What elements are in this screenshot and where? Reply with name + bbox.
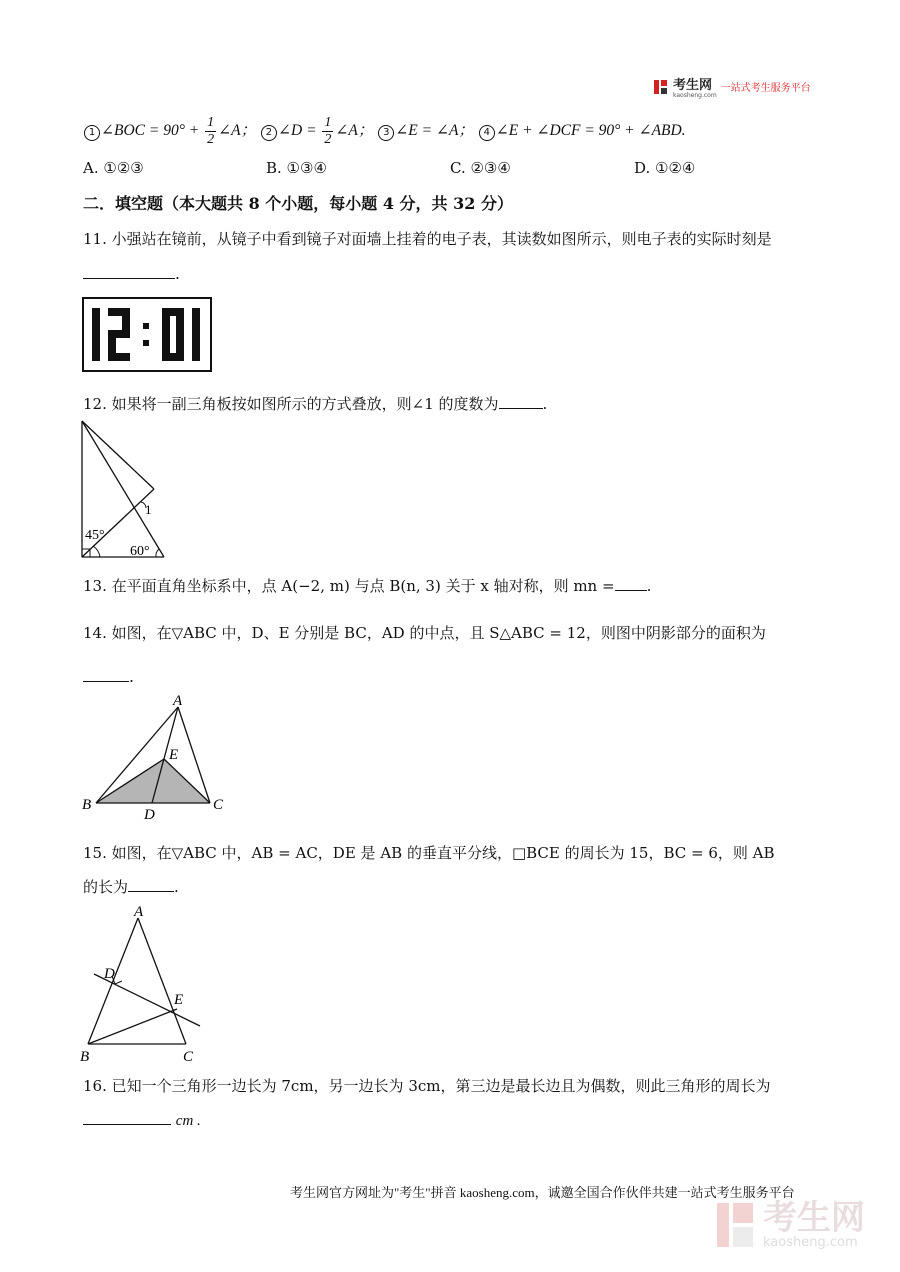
watermark — [715, 1200, 865, 1250]
watermark-logo-icon — [715, 1201, 757, 1249]
q14-text: 14. 如图，在▽ABC 中，D、E 分别是 BC，AD 的中点，且 S△ABC = 12，则图中阴影部分的面积为 — [83, 624, 766, 642]
q10-option-d: D. ①②④ — [634, 159, 696, 177]
q14-label-e: E — [169, 747, 179, 763]
q10-option-c: C. ②③④ — [450, 159, 511, 177]
q10-statements: 1 ∠BOC = 90° + $\frac{1}{2}$ ∠A； 2 ∠D = $\frac{1}{2}$ ∠A； 3 ∠E = ∠A； 4 ∠E + ∠DCF = 90° + ∠ABD. — [83, 115, 686, 148]
q12-answer-blank[interactable] — [499, 394, 543, 409]
q14-label-c: C — [213, 797, 224, 813]
logo-name: 考生网 — [673, 78, 713, 93]
header-logo — [653, 74, 811, 99]
footer-text: 考生网官方网址为"考生"拼音 kaosheng.com，诚邀全国合作伙伴共建一站式考生服务平台 — [290, 1185, 795, 1200]
q15-triangle-figure — [78, 902, 208, 1068]
q13-text-main: 13. 在平面直角坐标系中，点 A(−2, m) 与点 B(n, 3) 关于 x 轴对称，则 mn = — [83, 577, 615, 595]
q12-label-1: 1 — [145, 502, 152, 517]
q14-triangle-figure — [78, 695, 228, 823]
q12-text: 12. 如果将一副三角板按如图所示的方式叠放，则∠1 的度数为 . — [83, 395, 548, 413]
q15-label-a: A — [134, 904, 144, 920]
q14-answer-blank[interactable]: . — [83, 667, 134, 687]
watermark-en: kaosheng.com — [763, 1235, 858, 1250]
q11-text: 11. 小强站在镜前，从镜子中看到镜子对面墙上挂着的电子表，其读数如图所示，则电子表的实际时刻是 — [83, 230, 772, 248]
q15-text2: 的长为 . — [83, 878, 179, 896]
q16-answer-blank[interactable] — [83, 1110, 171, 1125]
q12-label-60: 60° — [130, 544, 150, 559]
q15-label-b: B — [80, 1049, 90, 1065]
q15-label-d: D — [104, 966, 115, 982]
q15-label-e: E — [174, 992, 184, 1008]
q10-option-b: B. ①③④ — [266, 159, 327, 177]
q10-option-a: A. ①②③ — [83, 159, 144, 177]
q13-answer-blank[interactable] — [615, 576, 647, 591]
mirrored-clock-display — [84, 299, 210, 370]
q15-answer-blank[interactable] — [128, 877, 174, 892]
q11-answer-blank[interactable]: . — [83, 264, 180, 284]
q11-clock-figure — [82, 297, 212, 372]
watermark-cn: 考生网 — [763, 1198, 865, 1238]
q14-label-b: B — [82, 797, 92, 813]
q14-label-d: D — [144, 807, 155, 823]
q15-text: 15. 如图，在▽ABC 中，AB = AC，DE 是 AB 的垂直平分线，□BCE 的周长为 15，BC = 6，则 AB — [83, 844, 775, 862]
q13-text: 13. 在平面直角坐标系中，点 A(−2, m) 与点 B(n, 3) 关于 x 轴对称，则 mn = . — [83, 577, 652, 595]
q12-triangle-figure — [78, 418, 168, 560]
q16-unit: cm . — [175, 1113, 201, 1129]
q16-text: 16. 已知一个三角形一边长为 7cm，另一边长为 3cm，第三边是最长边且为偶数，则此三角形的周长为 — [83, 1077, 771, 1095]
q16-answer-line — [83, 1110, 201, 1131]
q14-label-a: A — [173, 695, 183, 709]
kaosheng-logo-icon — [653, 79, 669, 95]
q15-label-c: C — [183, 1049, 194, 1065]
header-slogan: 一站式考生服务平台 — [720, 83, 811, 94]
q12-label-45: 45° — [85, 528, 105, 543]
logo-domain: kaosheng.com — [673, 92, 717, 99]
q12-text-main: 12. 如果将一副三角板按如图所示的方式叠放，则∠1 的度数为 — [83, 395, 499, 413]
section2-title: 二．填空题（本大题共 8 个小题，每小题 4 分，共 32 分） — [83, 194, 513, 213]
